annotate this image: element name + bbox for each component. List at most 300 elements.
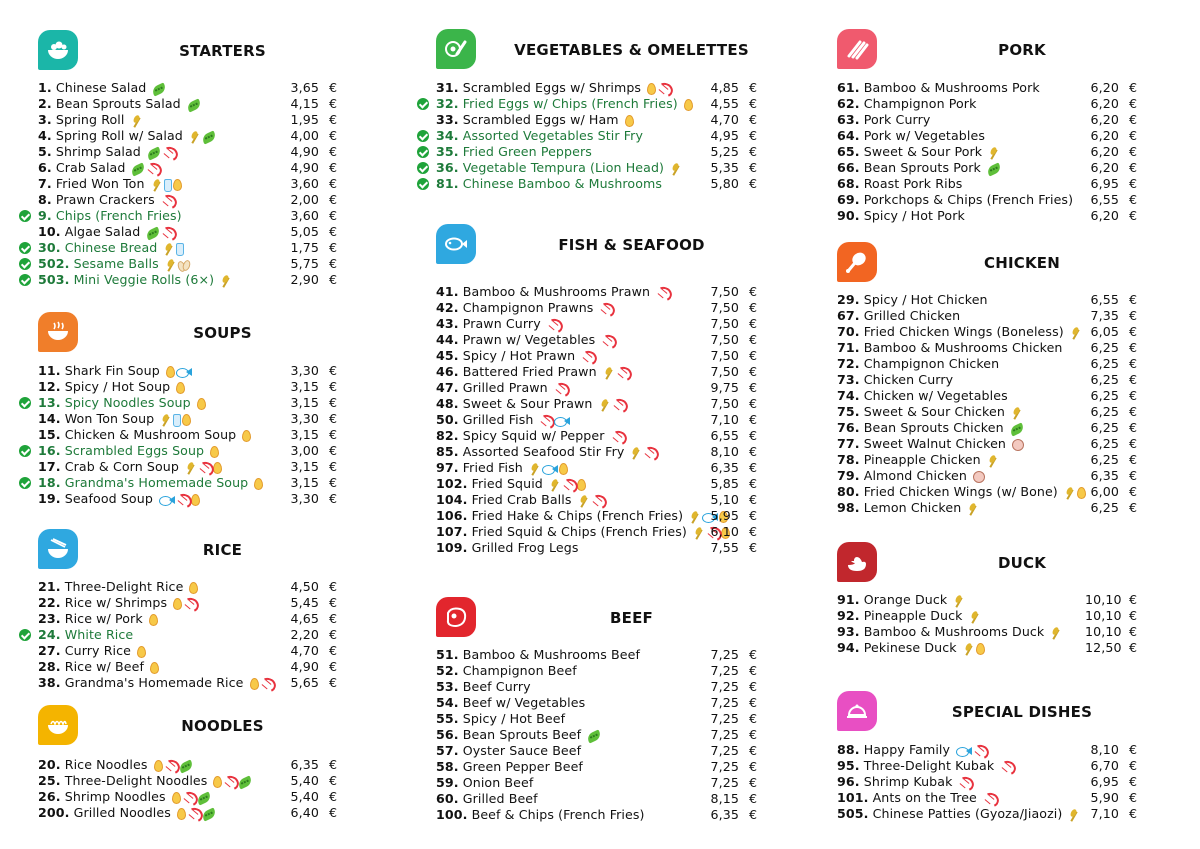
item-number: 502.	[38, 256, 70, 271]
menu-item[interactable]	[38, 379, 363, 395]
item-price: 4,70	[290, 643, 319, 658]
menu-item[interactable]	[38, 459, 363, 475]
item-price: 7,50	[710, 348, 739, 363]
menu-item[interactable]	[837, 452, 1163, 468]
currency-symbol: €	[329, 379, 338, 394]
item-name: Rice w/ Pork	[64, 611, 143, 626]
soy-icon	[195, 791, 211, 805]
egg-icon	[213, 462, 222, 474]
menu-item[interactable]	[38, 805, 363, 821]
allergen-icons	[150, 660, 160, 676]
currency-symbol: €	[749, 492, 758, 507]
menu-item[interactable]	[436, 711, 783, 727]
menu-item-list	[38, 80, 363, 288]
menu-item[interactable]	[38, 208, 363, 224]
currency-symbol: €	[1129, 372, 1138, 387]
item-number: 44.	[436, 332, 459, 347]
menu-item[interactable]	[837, 790, 1163, 806]
soy-icon	[201, 807, 217, 821]
menu-item[interactable]	[837, 806, 1163, 822]
item-name: Bamboo & Mushrooms Pork	[863, 80, 1040, 95]
item-name: Champignon Beef	[462, 663, 577, 678]
menu-item[interactable]	[38, 272, 363, 288]
soy-icon	[237, 775, 253, 789]
item-price: 5,90	[1090, 790, 1119, 805]
menu-item[interactable]	[436, 144, 783, 160]
menu-item[interactable]	[38, 96, 363, 112]
section-title: SOUPS	[193, 324, 252, 342]
wheat-icon	[953, 595, 965, 608]
wheat-icon	[987, 455, 999, 468]
item-number: 91.	[837, 592, 860, 607]
item-number: 58.	[436, 759, 459, 774]
item-price: 7,25	[710, 663, 739, 678]
wheat-icon	[529, 463, 541, 476]
item-number: 12.	[38, 379, 61, 394]
soy-icon	[146, 146, 162, 160]
menu-item[interactable]	[436, 300, 783, 316]
currency-symbol: €	[749, 663, 758, 678]
item-name: Shark Fin Soup	[64, 363, 160, 378]
currency-symbol: €	[1129, 340, 1138, 355]
currency-symbol: €	[749, 80, 758, 95]
menu-item[interactable]	[38, 675, 363, 691]
currency-symbol: €	[329, 240, 338, 255]
menu-item[interactable]	[436, 112, 783, 128]
menu-item[interactable]	[38, 160, 363, 176]
item-number: 27.	[38, 643, 61, 658]
item-number: 77.	[837, 436, 860, 451]
menu-item[interactable]	[436, 508, 783, 524]
currency-symbol: €	[1129, 774, 1138, 789]
item-name: Spring Roll	[55, 112, 125, 127]
item-number: 69.	[837, 192, 860, 207]
menu-item[interactable]	[38, 144, 363, 160]
item-price: 8,15	[710, 791, 739, 806]
item-name: Crab & Corn Soup	[64, 459, 179, 474]
fish-icon	[554, 416, 570, 426]
section-title: SPECIAL DISHES	[951, 703, 1093, 721]
vegetarian-check-icon	[19, 274, 31, 286]
section-header	[38, 312, 363, 354]
currency-symbol: €	[1129, 176, 1138, 191]
menu-item[interactable]	[38, 595, 363, 611]
item-name: Shrimp Noodles	[64, 789, 166, 804]
allergen-icons	[581, 349, 596, 365]
item-name: Scrambled Eggs w/ Ham	[462, 112, 619, 127]
menu-item[interactable]	[436, 663, 783, 679]
allergen-icons	[213, 774, 253, 790]
currency-symbol: €	[1129, 436, 1138, 451]
chicken-leg-icon	[837, 242, 877, 282]
menu-item[interactable]	[38, 475, 363, 491]
shrimp-icon	[656, 287, 670, 299]
menu-item[interactable]	[38, 224, 363, 240]
item-name: Chips (French Fries)	[55, 208, 182, 223]
menu-item[interactable]	[837, 758, 1163, 774]
menu-item[interactable]	[436, 96, 783, 112]
wheat-icon	[599, 399, 611, 412]
wheat-icon	[630, 447, 642, 460]
menu-item[interactable]	[436, 160, 783, 176]
item-price: 6,05	[1090, 324, 1119, 339]
menu-item[interactable]	[436, 679, 783, 695]
item-number: 43.	[436, 316, 459, 331]
soy-icon	[151, 82, 167, 96]
item-number: 85.	[436, 444, 459, 459]
menu-item[interactable]	[837, 208, 1163, 224]
menu-item[interactable]	[436, 743, 783, 759]
allergen-icons	[1050, 625, 1063, 641]
item-number: 503.	[38, 272, 70, 287]
menu-item[interactable]	[837, 96, 1163, 112]
section-title: RICE	[202, 541, 243, 559]
egg-icon	[149, 614, 158, 626]
menu-item[interactable]	[38, 659, 363, 675]
item-price: 10,10	[1085, 592, 1122, 607]
currency-symbol: €	[749, 284, 758, 299]
egg-icon	[176, 382, 185, 394]
menu-item[interactable]	[837, 340, 1163, 356]
menu-item[interactable]	[837, 608, 1163, 624]
item-number: 11.	[38, 363, 61, 378]
item-name: Assorted Seafood Stir Fry	[462, 444, 625, 459]
menu-item[interactable]	[436, 176, 783, 192]
currency-symbol: €	[329, 427, 338, 442]
item-price: 3,15	[290, 459, 319, 474]
item-price: 5,35	[710, 160, 739, 175]
item-name: Grilled Beef	[462, 791, 538, 806]
menu-item[interactable]	[837, 176, 1163, 192]
currency-symbol: €	[749, 128, 758, 143]
item-price: 6,20	[1090, 208, 1119, 223]
item-price: 6,55	[1090, 292, 1119, 307]
shrimp-icon	[611, 431, 625, 443]
item-price: 6,35	[710, 807, 739, 822]
item-name: Fried Squid & Chips (French Fries)	[471, 524, 687, 539]
menu-item[interactable]	[38, 579, 363, 595]
item-name: Ants on the Tree	[872, 790, 977, 805]
vegetarian-check-icon	[19, 210, 31, 222]
item-number: 81.	[436, 176, 459, 191]
egg-icon	[137, 646, 146, 658]
item-number: 68.	[837, 176, 860, 191]
currency-symbol: €	[749, 348, 758, 363]
allergen-icons	[611, 429, 626, 445]
menu-item[interactable]	[436, 647, 783, 663]
allergen-icons	[185, 460, 223, 476]
menu-item[interactable]	[837, 372, 1163, 388]
item-name: Chicken & Mushroom Soup	[64, 427, 237, 442]
shrimp-icon	[973, 745, 987, 757]
menu-item[interactable]	[837, 324, 1163, 340]
item-price: 6,25	[1090, 452, 1119, 467]
menu-item[interactable]	[38, 443, 363, 459]
currency-symbol: €	[749, 679, 758, 694]
item-price: 6,70	[1090, 758, 1119, 773]
menu-item[interactable]	[436, 380, 783, 396]
shrimp-icon	[162, 147, 176, 159]
allergen-icons	[1064, 485, 1087, 501]
allergen-icons	[172, 790, 212, 806]
menu-item[interactable]	[837, 404, 1163, 420]
menu-item[interactable]	[38, 757, 363, 773]
item-price: 7,25	[710, 711, 739, 726]
menu-item[interactable]	[436, 80, 783, 96]
menu-item[interactable]	[837, 624, 1163, 640]
allergen-icons	[625, 113, 635, 129]
menu-item[interactable]	[436, 396, 783, 412]
egg-icon	[173, 598, 182, 610]
shrimp-icon	[612, 399, 626, 411]
menu-item[interactable]	[837, 192, 1163, 208]
item-number: 19.	[38, 491, 61, 506]
menu-item[interactable]	[436, 444, 783, 460]
menu-item[interactable]	[436, 332, 783, 348]
allergen-icons	[547, 317, 562, 333]
menu-item[interactable]	[837, 500, 1163, 516]
item-number: 2.	[38, 96, 52, 111]
menu-item[interactable]	[837, 80, 1163, 96]
item-name: Chicken Curry	[863, 372, 954, 387]
wheat-icon	[185, 462, 197, 475]
shrimp-icon	[643, 447, 657, 459]
menu-item[interactable]	[38, 112, 363, 128]
item-price: 3,60	[290, 176, 319, 191]
item-name: Prawn Curry	[462, 316, 541, 331]
menu-item[interactable]	[38, 395, 363, 411]
currency-symbol: €	[1129, 128, 1138, 143]
menu-item[interactable]	[38, 192, 363, 208]
item-number: 54.	[436, 695, 459, 710]
menu-item[interactable]	[436, 759, 783, 775]
menu-section-pork	[837, 29, 1163, 223]
allergen-icons	[187, 97, 202, 113]
item-name: Bean Sprouts Pork	[863, 160, 981, 175]
menu-item-list	[436, 80, 783, 192]
egg-icon	[242, 430, 251, 442]
allergen-icons	[987, 453, 1000, 469]
allergen-icons	[152, 81, 167, 97]
shrimp-icon	[176, 494, 190, 506]
egg-icon	[559, 463, 568, 475]
menu-item[interactable]	[436, 791, 783, 807]
menu-item[interactable]	[38, 176, 363, 192]
item-number: 3.	[38, 112, 52, 127]
item-name: Bamboo & Mushrooms Chicken	[863, 340, 1063, 355]
menu-item[interactable]	[436, 412, 783, 428]
currency-symbol: €	[749, 791, 758, 806]
currency-symbol: €	[749, 428, 758, 443]
section-header	[38, 30, 363, 72]
menu-item[interactable]	[837, 144, 1163, 160]
menu-item[interactable]	[837, 308, 1163, 324]
shrimp-icon	[554, 383, 568, 395]
menu-item[interactable]	[436, 492, 783, 508]
item-number: 28.	[38, 659, 61, 674]
menu-section-rice	[38, 529, 363, 690]
wheat-icon	[969, 611, 981, 624]
menu-item[interactable]	[837, 592, 1163, 608]
currency-symbol: €	[1129, 324, 1138, 339]
allergen-icons	[670, 161, 683, 177]
menu-item[interactable]	[837, 468, 1163, 484]
item-price: 7,25	[710, 727, 739, 742]
item-number: 64.	[837, 128, 860, 143]
menu-item[interactable]	[837, 774, 1163, 790]
item-number: 104.	[436, 492, 468, 507]
allergen-icons	[953, 593, 966, 609]
currency-symbol: €	[329, 256, 338, 271]
item-name: Grilled Prawn	[462, 380, 548, 395]
allergen-icons	[254, 476, 264, 492]
menu-item[interactable]	[38, 411, 363, 427]
currency-symbol: €	[329, 805, 338, 820]
menu-item[interactable]	[38, 256, 363, 272]
allergen-icons	[149, 612, 159, 628]
menu-item[interactable]	[436, 727, 783, 743]
wheat-icon	[151, 179, 163, 192]
section-header	[38, 529, 363, 571]
item-name: Spicy / Hot Beef	[462, 711, 566, 726]
item-price: 4,90	[290, 659, 319, 674]
menu-item[interactable]	[837, 640, 1163, 656]
menu-item-list	[38, 579, 363, 691]
item-price: 6,35	[290, 757, 319, 772]
menu-item[interactable]	[436, 284, 783, 300]
menu-item[interactable]	[436, 775, 783, 791]
currency-symbol: €	[1129, 452, 1138, 467]
menu-item[interactable]	[837, 292, 1163, 308]
menu-item[interactable]	[38, 80, 363, 96]
item-price: 5,40	[290, 773, 319, 788]
item-name: Lemon Chicken	[863, 500, 962, 515]
wheat-icon	[163, 243, 175, 256]
currency-symbol: €	[1129, 192, 1138, 207]
egg-icon	[213, 776, 222, 788]
allergen-icons	[189, 129, 217, 145]
menu-item[interactable]	[38, 789, 363, 805]
item-name: Pineapple Duck	[863, 608, 963, 623]
allergen-icons	[1068, 807, 1081, 823]
menu-item[interactable]	[837, 420, 1163, 436]
menu-item[interactable]	[38, 128, 363, 144]
menu-item[interactable]	[436, 695, 783, 711]
menu-item[interactable]	[837, 356, 1163, 372]
egg-icon	[173, 179, 182, 191]
currency-symbol: €	[329, 176, 338, 191]
currency-symbol: €	[329, 192, 338, 207]
item-name: Shrimp Salad	[55, 144, 141, 159]
currency-symbol: €	[749, 775, 758, 790]
item-price: 7,50	[710, 284, 739, 299]
menu-item[interactable]	[837, 742, 1163, 758]
item-price: 3,00	[290, 443, 319, 458]
item-name: Three-Delight Noodles	[64, 773, 208, 788]
menu-item[interactable]	[837, 484, 1163, 500]
menu-item[interactable]	[38, 363, 363, 379]
item-name: Shrimp Kubak	[863, 774, 953, 789]
item-name: Bamboo & Mushrooms Prawn	[462, 284, 651, 299]
currency-symbol: €	[749, 807, 758, 822]
menu-item[interactable]	[38, 773, 363, 789]
menu-item-list	[38, 757, 363, 821]
menu-item[interactable]	[436, 476, 783, 492]
menu-item[interactable]	[436, 540, 783, 556]
menu-item[interactable]	[436, 460, 783, 476]
vegetarian-check-icon	[19, 477, 31, 489]
menu-item[interactable]	[837, 112, 1163, 128]
item-number: 30.	[38, 240, 61, 255]
fish-icon	[176, 367, 192, 377]
menu-item[interactable]	[436, 524, 783, 540]
item-price: 7,25	[710, 647, 739, 662]
currency-symbol: €	[1129, 388, 1138, 403]
item-name: Pekinese Duck	[863, 640, 957, 655]
menu-item[interactable]	[38, 611, 363, 627]
item-price: 3,15	[290, 475, 319, 490]
item-price: 1,95	[290, 112, 319, 127]
menu-item[interactable]	[436, 128, 783, 144]
menu-item[interactable]	[436, 364, 783, 380]
item-number: 29.	[837, 292, 860, 307]
currency-symbol: €	[1129, 758, 1138, 773]
item-name: Algae Salad	[64, 224, 141, 239]
item-price: 3,15	[290, 427, 319, 442]
allergen-icons	[987, 161, 1002, 177]
menu-item[interactable]	[436, 348, 783, 364]
menu-item[interactable]	[436, 807, 783, 823]
item-name: Fried Crab Balls	[471, 492, 572, 507]
allergen-icons	[131, 161, 161, 177]
currency-symbol: €	[749, 508, 758, 523]
salad-bowl-icon-glyph	[45, 37, 71, 63]
item-price: 6,55	[710, 428, 739, 443]
menu-item[interactable]	[837, 436, 1163, 452]
shrimp-icon	[164, 760, 178, 772]
menu-item[interactable]	[38, 627, 363, 643]
menu-item[interactable]	[837, 388, 1163, 404]
menu-item[interactable]	[38, 240, 363, 256]
menu-item[interactable]	[837, 160, 1163, 176]
menu-item[interactable]	[38, 427, 363, 443]
currency-symbol: €	[1129, 208, 1138, 223]
menu-item-list	[837, 742, 1163, 822]
allergen-icons	[165, 257, 191, 273]
menu-item[interactable]	[436, 316, 783, 332]
allergen-icons	[137, 644, 147, 660]
menu-item[interactable]	[38, 643, 363, 659]
allergen-icons	[197, 396, 207, 412]
allergen-icons	[176, 380, 186, 396]
menu-item[interactable]	[38, 491, 363, 507]
item-price: 6,10	[710, 524, 739, 539]
item-price: 3,60	[290, 208, 319, 223]
menu-item[interactable]	[837, 128, 1163, 144]
menu-section-fish	[436, 224, 783, 555]
soy-icon	[586, 729, 602, 743]
item-name: Chinese Bamboo & Mushrooms	[462, 176, 663, 191]
egg-icon	[189, 582, 198, 594]
item-name: Chinese Salad	[55, 80, 147, 95]
menu-item[interactable]	[436, 428, 783, 444]
section-title: CHICKEN	[984, 254, 1060, 272]
ribs-icon	[837, 29, 877, 69]
currency-symbol: €	[1129, 356, 1138, 371]
item-name: Porkchops & Chips (French Fries)	[863, 192, 1074, 207]
item-number: 94.	[837, 640, 860, 655]
currency-symbol: €	[1129, 608, 1138, 623]
